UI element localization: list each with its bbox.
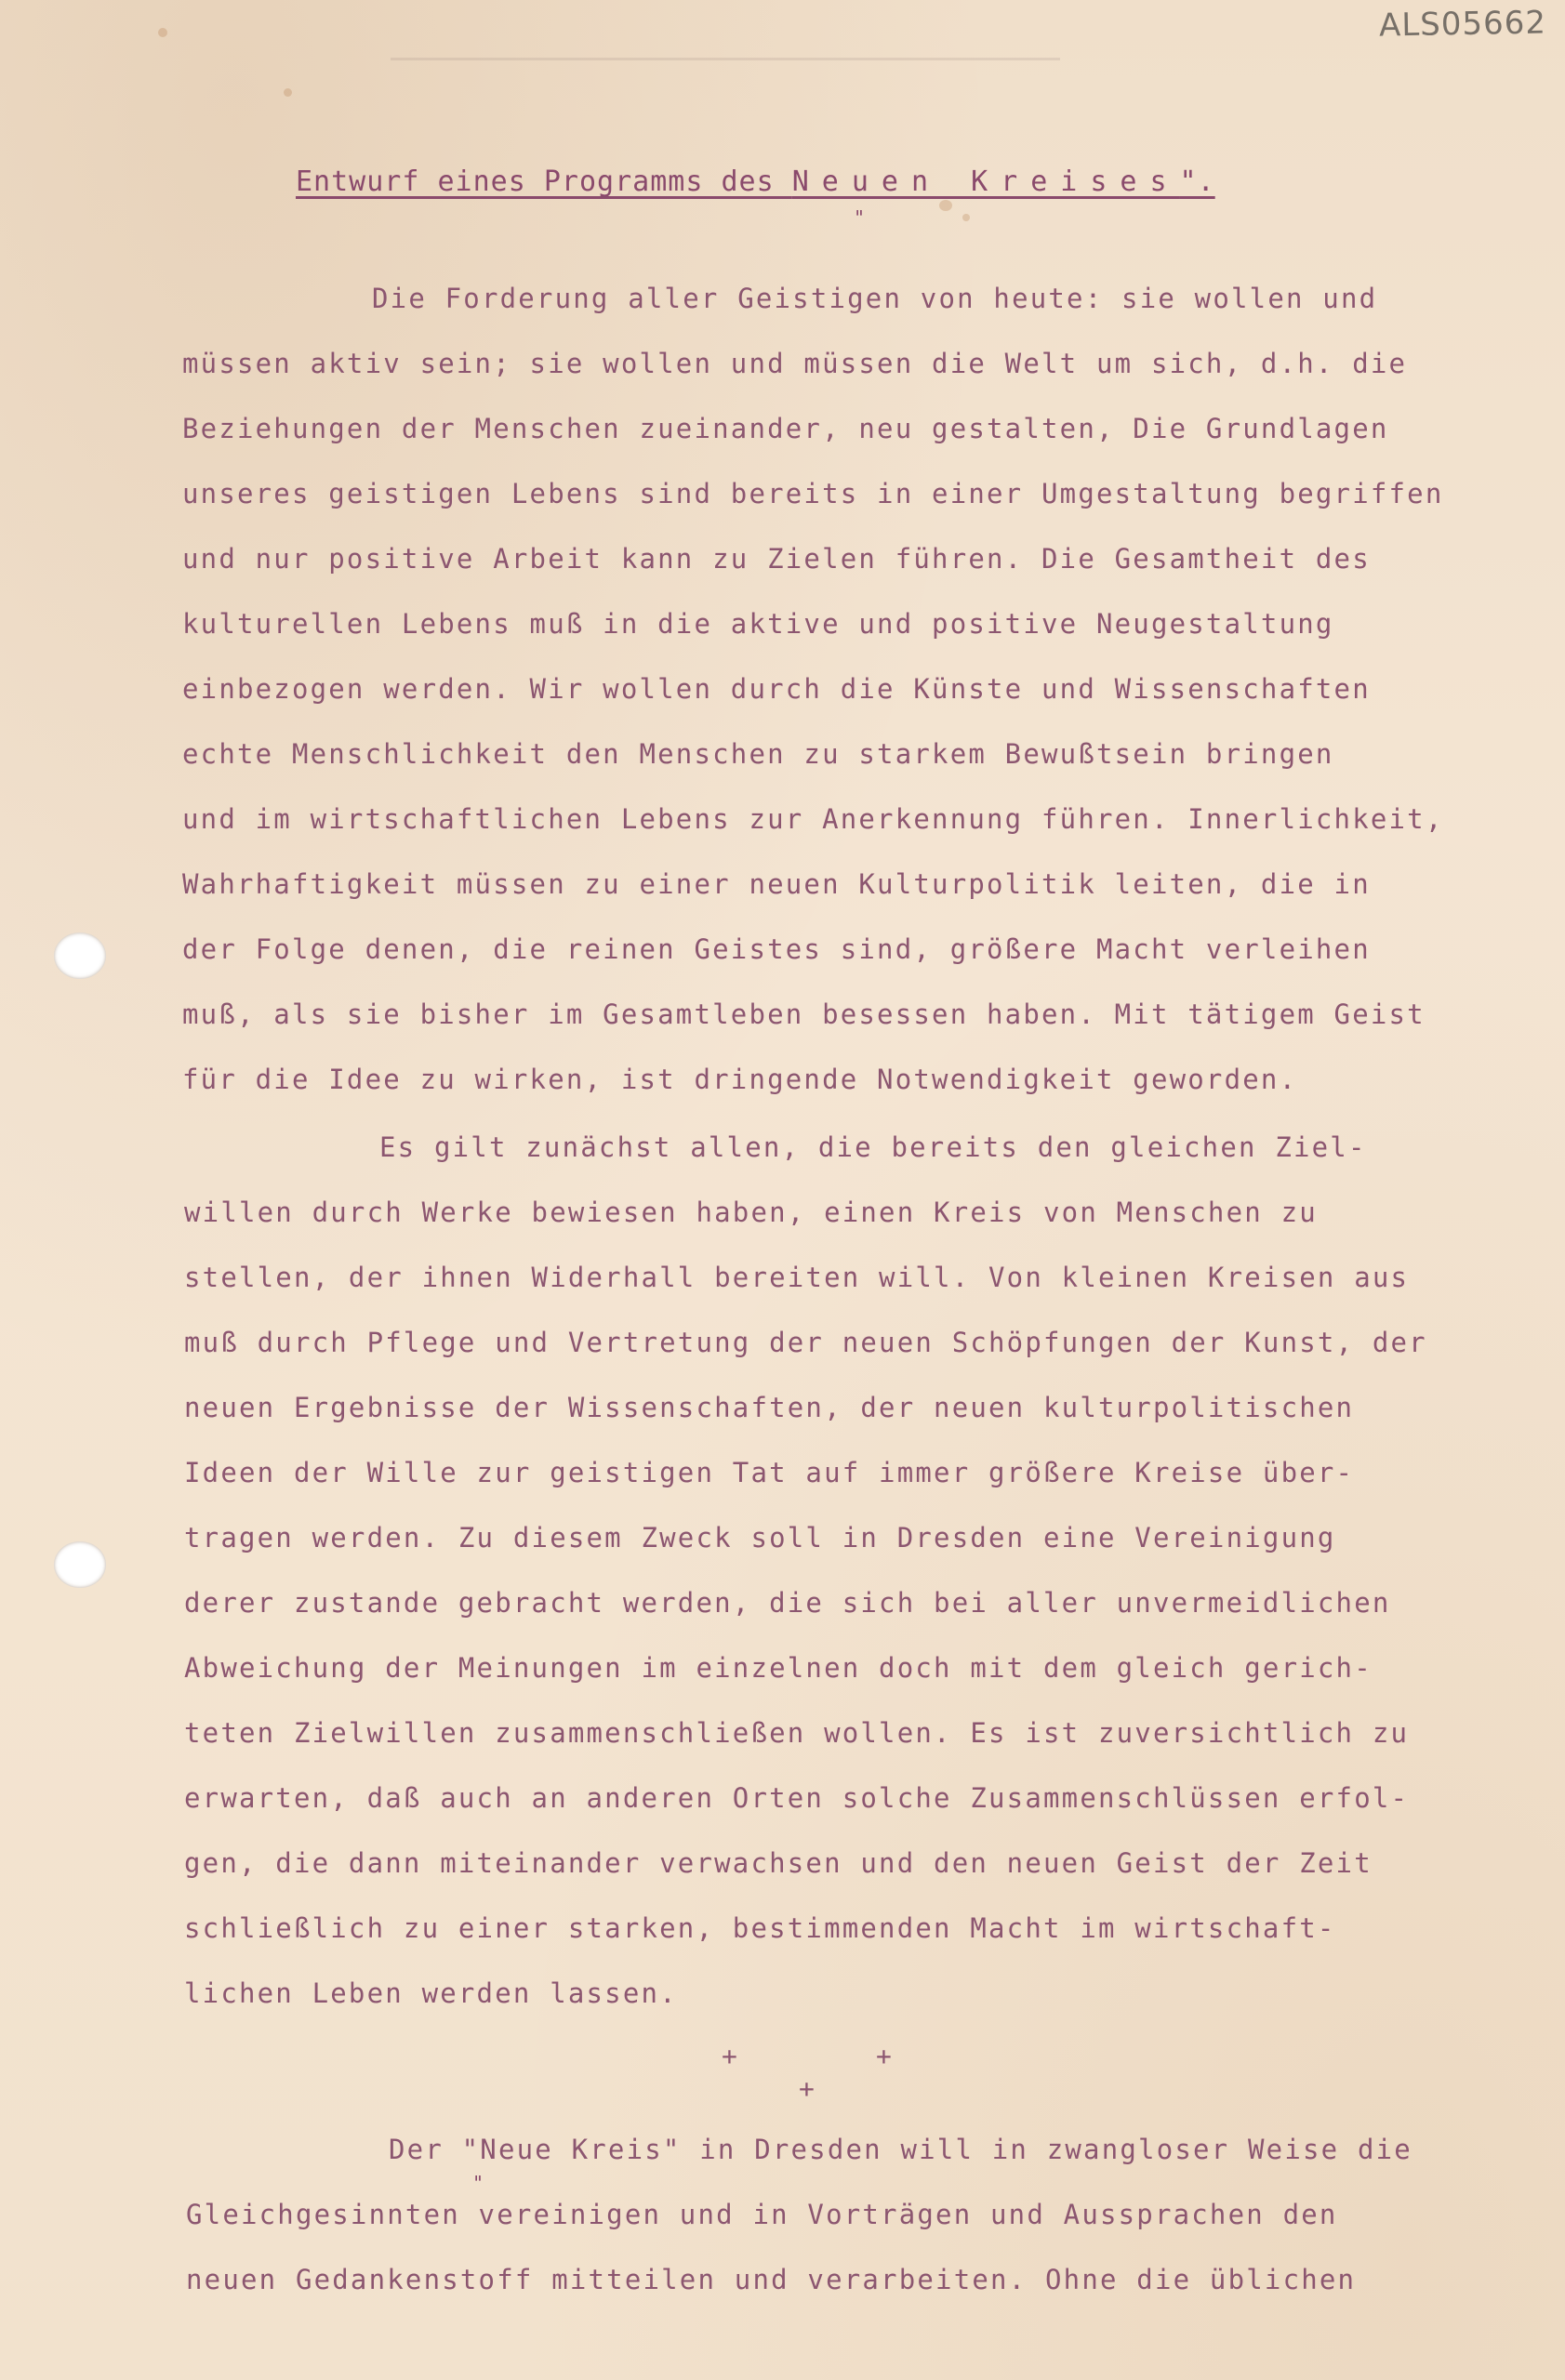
paragraph2-line: schließlich zu einer starken, bestimmenden Macht im wirtschaft- <box>184 1912 1336 1944</box>
paragraph1-line: echte Menschlichkeit den Menschen zu starkem Bewußtsein bringen <box>182 738 1334 770</box>
paragraph2-line: erwarten, daß auch an anderen Orten solche Zusammenschlüssen erfol- <box>184 1782 1410 1814</box>
paragraph2-line: derer zustande gebracht werden, die sich bei aller unvermeidlichen <box>184 1587 1391 1619</box>
paragraph2-line: tragen werden. Zu diesem Zweck soll in Dresden eine Vereinigung <box>184 1522 1336 1554</box>
paragraph1-line: einbezogen werden. Wir wollen durch die Künste und Wissenschaften <box>182 673 1371 705</box>
paragraph1-line: Wahrhaftigkeit müssen zu einer neuen Kulturpolitik leiten, die in <box>182 868 1371 900</box>
separator-cross: + <box>876 2041 892 2071</box>
paragraph2-line: Ideen der Wille zur geistigen Tat auf immer größere Kreise über- <box>184 1457 1355 1488</box>
separator-cross: + <box>799 2073 815 2104</box>
punch-hole <box>54 1541 106 1588</box>
paragraph3-line: Gleichgesinnten vereinigen und in Vorträgen und Aussprachen den <box>186 2199 1338 2230</box>
document-title <box>296 165 1215 198</box>
paragraph1-line: der Folge denen, die reinen Geistes sind, größere Macht verleihen <box>182 933 1371 965</box>
paragraph2-line: willen durch Werke bewiesen haben, einen Kreis von Menschen zu <box>184 1197 1318 1228</box>
paragraph1-line: kulturellen Lebens muß in die aktive und positive Neugestaltung <box>182 608 1334 640</box>
paragraph1-line: und nur positive Arbeit kann zu Zielen führen. Die Gesamtheit des <box>182 543 1371 575</box>
archive-id-label: ALS05662 <box>1378 4 1547 45</box>
title-prefix: Entwurf eines Programms des <box>296 165 792 198</box>
paragraph3-line: neuen Gedankenstoff mitteilen und verarbeiten. Ohne die üblichen <box>186 2264 1357 2295</box>
paragraph1-line: und im wirtschaftlichen Lebens zur Anerkennung führen. Innerlichkeit, <box>182 803 1444 835</box>
paragraph1-line: muß, als sie bisher im Gesamtleben besessen haben. Mit tätigem Geist <box>182 998 1426 1030</box>
paragraph2-line: lichen Leben werden lassen. <box>184 1977 678 2009</box>
stain <box>962 214 970 221</box>
paragraph2-line: gen, die dann miteinander verwachsen und den neuen Geist der Zeit <box>184 1847 1373 1879</box>
paragraph1-line: müssen aktiv sein; sie wollen und müssen die Welt um sich, d.h. die <box>182 348 1408 379</box>
paragraph3-quote-mark: " <box>472 2172 484 2194</box>
paragraph1-line: Die Forderung aller Geistigen von heute: sie wollen und <box>372 283 1378 314</box>
paragraph2-line: muß durch Pflege und Vertretung der neuen Schöpfungen der Kunst, der <box>184 1327 1427 1358</box>
paragraph3-line: Der "Neue Kreis" in Dresden will in zwangloser Weise die <box>389 2134 1412 2165</box>
punch-hole <box>54 932 106 979</box>
title-quote-mark: " <box>854 206 866 229</box>
paragraph2-line: neuen Ergebnisse der Wissenschaften, der neuen kulturpolitischen <box>184 1392 1355 1423</box>
paragraph1-line: unseres geistigen Lebens sind bereits in einer Umgestaltung begriffen <box>182 478 1444 509</box>
paragraph2-line: Es gilt zunächst allen, die bereits den gleichen Ziel- <box>379 1131 1367 1163</box>
stain <box>158 28 167 37</box>
stain <box>284 88 292 97</box>
title-suffix: ". <box>1179 165 1215 198</box>
paragraph1-line: für die Idee zu wirken, ist dringende Notwendigkeit geworden. <box>182 1064 1298 1095</box>
paragraph2-line: Abweichung der Meinungen im einzelnen doch mit dem gleich gerich- <box>184 1652 1373 1684</box>
show-through-text <box>391 39 1060 67</box>
paragraph1-line: Beziehungen der Menschen zueinander, neu gestalten, Die Grundlagen <box>182 413 1389 444</box>
stain <box>939 200 952 211</box>
paragraph2-line: stellen, der ihnen Widerhall bereiten will. Von kleinen Kreisen aus <box>184 1262 1410 1293</box>
title-spaced: Neuen Kreises <box>791 165 1180 198</box>
separator-cross: + <box>722 2041 737 2071</box>
paragraph2-line: teten Zielwillen zusammenschließen wollen. Es ist zuversichtlich zu <box>184 1717 1410 1749</box>
